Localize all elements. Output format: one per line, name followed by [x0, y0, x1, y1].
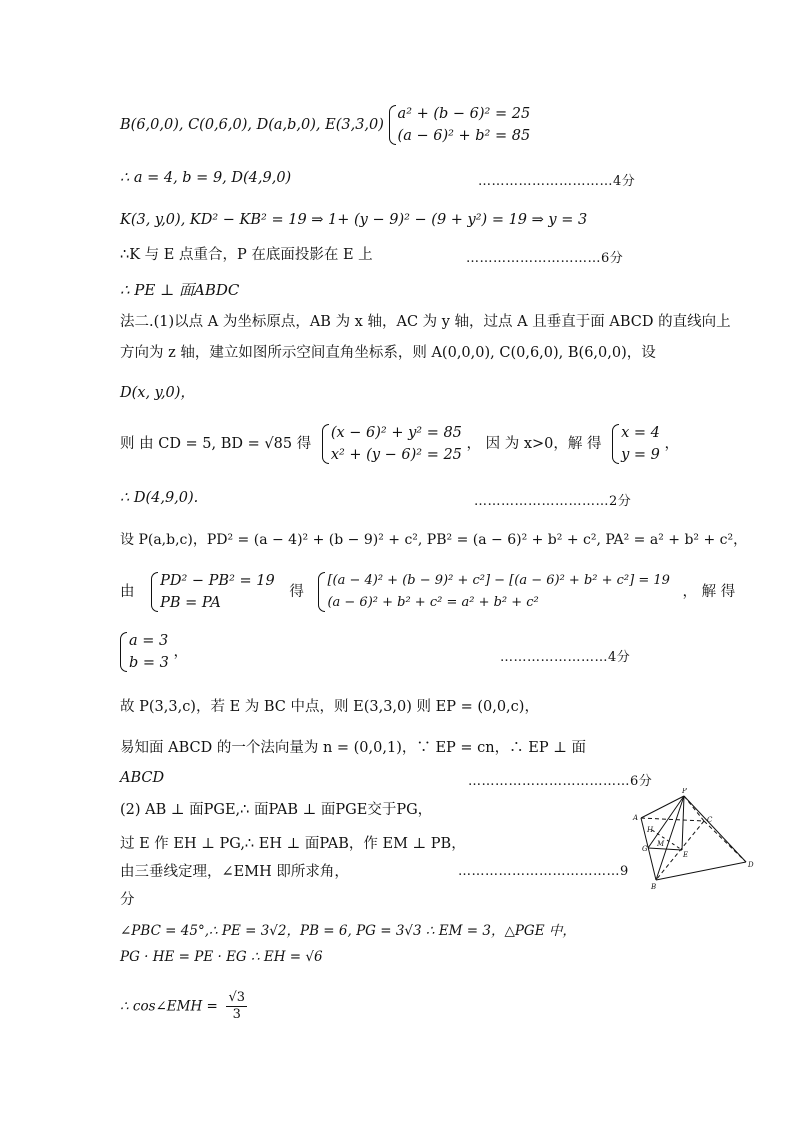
fig-label-E: E [683, 851, 689, 859]
text: 则 由 CD = 5, BD = √85 得 [120, 436, 312, 452]
equation: (x − 6)² + y² = 85 [330, 425, 462, 441]
line-17: (2) AB ⊥ 面PGE,∴ 面PAB ⊥ 面PGE交于PG， [120, 802, 433, 818]
line-21: ∠PBC = 45°,∴ PE = 3√2，PB = 6, PG = 3√3 ∴ EM = 3，△PGE 中， [120, 923, 576, 939]
equation-system-4 [151, 570, 275, 614]
score-9: ………………………………9 [458, 864, 629, 879]
equation: x² + (y − 6)² = 25 [330, 447, 462, 463]
fig-label-A: A [633, 814, 639, 822]
text: ， 解 得 [682, 584, 736, 600]
numerator: √3 [228, 990, 246, 1005]
equation: (a − 6)² + b² = 85 [397, 128, 531, 144]
line-10: ∴ D(4,9,0). [120, 490, 199, 506]
line-4: ∴K 与 E 点重合，P 在底面投影在 E 上 [120, 247, 373, 263]
fraction [226, 990, 247, 1023]
fig-label-D: D [748, 861, 754, 869]
equation: PB = PA [160, 595, 221, 611]
equation: [(a − 4)² + (b − 9)² + c²] − [(a − 6)² + b² + c²] = 19 [327, 573, 670, 588]
line-1 [120, 103, 530, 147]
equation-system-2 [322, 422, 462, 466]
equation-system-6 [120, 630, 169, 674]
line-9 [120, 422, 679, 466]
equation: y = 9 [621, 447, 660, 463]
line-11: 设 P(a,b,c)，PD² = (a − 4)² + (b − 9)² + c², PB² = (a − 6)² + b² + c², PA² = a² + b² + c²， [120, 532, 748, 548]
line-2: ∴ a = 4, b = 9, D(4,9,0) [120, 170, 292, 186]
equation: PD² − PB² = 19 [160, 573, 275, 589]
line-15: 易知面 ABCD 的一个法向量为 n = (0,0,1)，∵ EP = cn，∴ EP ⊥ 面 [120, 740, 586, 756]
text: 由 [120, 584, 135, 600]
points-list: B(6,0,0), C(0,6,0), D(a,b,0), E(3,3,0) [120, 117, 384, 133]
line-6: 法二.(1)以点 A 为坐标原点，AB 为 x 轴，AC 为 y 轴，过点 A 且垂直于面 ABCD 的直线向上 [120, 314, 731, 330]
text: ， [173, 644, 188, 660]
line-8: D(x, y,0)， [120, 385, 195, 401]
equation: a = 3 [129, 633, 169, 649]
equation-system-5 [318, 570, 669, 614]
text: 得 [289, 584, 304, 600]
equation: x = 4 [621, 425, 660, 441]
fig-label-M: M [657, 840, 665, 848]
fig-label-P: P [682, 788, 687, 795]
denominator: 3 [232, 1007, 241, 1022]
line-22: PG · HE = PE · EG ∴ EH = √6 [120, 949, 323, 965]
score-4b: ……………………4分 [500, 650, 631, 665]
fig-label-H: H [647, 826, 654, 834]
line-7: 方向为 z 轴，建立如图所示空间直角坐标系，则 A(0,0,0), C(0,6,0), B(6,0,0)，设 [120, 345, 656, 361]
line-13 [120, 630, 188, 674]
line-14: 故 P(3,3,c)，若 E 为 BC 中点，则 E(3,3,0) 则 EP = (0,0,c)， [120, 699, 539, 715]
score-4: …………………………4分 [478, 174, 636, 189]
line-12 [120, 570, 735, 614]
equation: (a − 6)² + b² + c² = a² + b² + c² [327, 595, 539, 610]
text: ， 因 为 x>0，解 得 [466, 436, 602, 452]
score-6: …………………………6分 [466, 251, 624, 266]
equation-system-3 [612, 422, 660, 466]
fig-label-G: G [642, 845, 648, 853]
cos-label: ∴ cos∠EMH = [120, 998, 218, 1015]
text: ， [664, 436, 680, 452]
line-23 [120, 990, 247, 1023]
equation: a² + (b − 6)² = 25 [397, 106, 531, 122]
fig-label-C: C [707, 816, 713, 824]
score-2: …………………………2分 [474, 494, 632, 509]
line-5: ∴ PE ⊥ 面ABDC [120, 281, 240, 299]
pyramid-figure [628, 788, 778, 898]
line-16: ABCD [120, 770, 165, 786]
line-18: 过 E 作 EH ⊥ PG,∴ EH ⊥ 面PAB，作 EM ⊥ PB， [120, 836, 466, 852]
equation-system-1 [389, 103, 531, 147]
line-20: 分 [120, 892, 135, 908]
score-6b: ………………………………6分 [468, 774, 653, 789]
fig-label-B: B [651, 883, 657, 891]
equation: b = 3 [129, 655, 169, 671]
line-19: 由三垂线定理，∠EMH 即所求角， [120, 864, 349, 880]
line-3: K(3, y,0), KD² − KB² = 19 ⇒ 1+ (y − 9)² − (9 + y²) = 19 ⇒ y = 3 [120, 212, 588, 228]
